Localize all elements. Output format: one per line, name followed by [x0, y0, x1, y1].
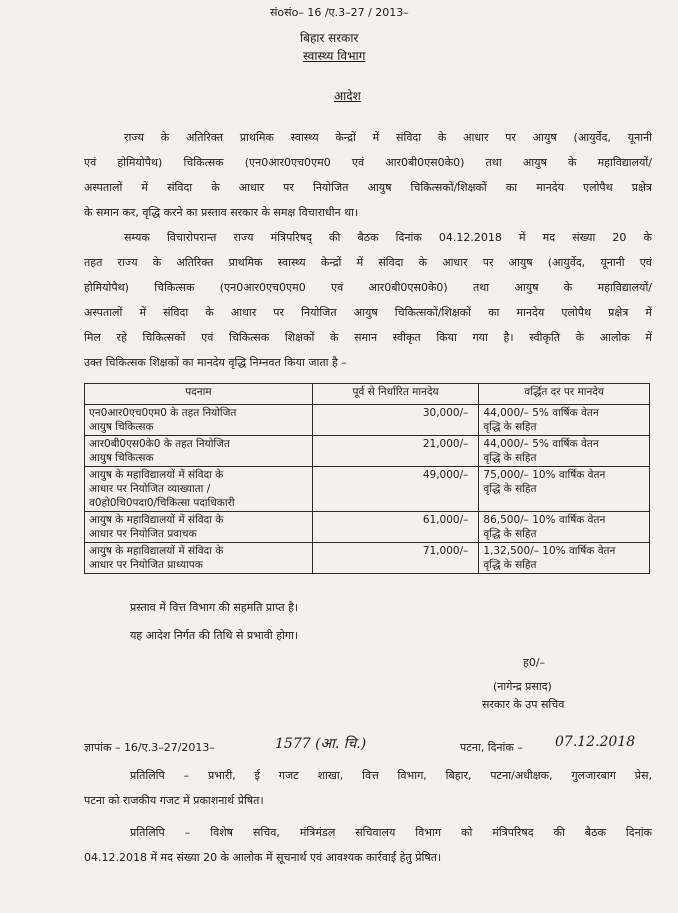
honorarium-table — [84, 383, 650, 574]
cell-line: वृद्धि के सहित — [483, 559, 537, 571]
cell-line: 1,32,500/– 10% वार्षिक वेतन — [483, 545, 616, 557]
cell-line: व0हो0चि0पदा0/चिकित्सा पदाधिकारी — [89, 497, 235, 509]
place-date-label: पटना, दिनांक – — [460, 741, 523, 754]
cell-line: वृद्धि के सहित — [483, 483, 537, 495]
cell-line: आयुष चिकित्सक — [89, 421, 154, 433]
finance-consent-line: प्रस्ताव में वित्त विभाग की सहमति प्राप्त है। — [130, 601, 299, 614]
paragraph-proposal — [84, 125, 652, 225]
header-designation: पदनाम — [85, 384, 313, 405]
paragraph-line: के समान कर, वृद्धि करने का प्रस्ताव सरकार के समक्ष विचाराधीन था। — [84, 206, 359, 219]
government-name: बिहार सरकार — [300, 31, 359, 45]
previous-cell: 61,000/– — [312, 512, 479, 543]
copy-gazette — [84, 763, 652, 813]
cell-line: 44,000/– 5% वार्षिक वेतन — [483, 438, 599, 450]
paragraph-line: अस्पतालों में संविदा के आधार पर नियोजित आयुष चिकित्सकों/शिक्षकों का मानदेय एलोपैथ प्रक्षेत्र — [84, 181, 652, 194]
handwritten-date: 07.12.2018 — [555, 734, 636, 750]
revised-cell — [479, 512, 650, 543]
previous-cell: 30,000/– — [312, 405, 479, 436]
signed-mark: ह0/– — [523, 656, 546, 669]
effective-date-line: यह आदेश निर्गत की तिथि से प्रभावी होगा। — [130, 629, 299, 642]
paragraph-line: मिल रहे चिकित्सकों एवं चिकित्सक शिक्षकों के समान स्वीकृत किया गया है। स्वीकृति के आलोक में — [84, 331, 652, 344]
copy-cabinet — [84, 820, 652, 870]
memo-reference: ज्ञापांक – 16/ए.3–27/2013– — [84, 741, 215, 754]
designation-cell — [85, 467, 313, 512]
cell-line: वृद्धि के सहित — [483, 421, 537, 433]
paragraph-line: तहत राज्य के अतिरिक्त प्राथमिक स्वास्थ्य केन्द्रों में संविदा के आधार पर आयुष (आयुर्वेद, यूनानी एवं — [84, 256, 652, 269]
cell-line: एन0आर0एच0एम0 के तहत नियोजित — [89, 407, 237, 419]
paragraph-line: उक्त चिकित्सक शिक्षकों का मानदेय वृद्धि निम्नवत किया जाता है – — [84, 356, 347, 369]
paragraph-line: सम्यक विचारोपरान्त राज्य मंत्रिपरिषद् की बैठक दिनांक 04.12.2018 में मद संख्या 20 के — [124, 231, 652, 244]
cell-line: आयुष चिकित्सक — [89, 452, 154, 464]
designation-cell — [85, 405, 313, 436]
department-name: स्वास्थ्य विभाग — [303, 49, 366, 63]
cell-line: आयुष के महाविद्यालयों में संविदा के — [89, 469, 224, 481]
revised-cell — [479, 436, 650, 467]
copy-line: प्रतिलिपि – विशेष सचिव, मंत्रिमंडल सचिवालय विभाग को मंत्रिपरिषद की बैठक दिनांक — [130, 826, 652, 839]
table-row — [85, 543, 650, 574]
cell-line: आधार पर नियोजित व्याख्याता / — [89, 483, 211, 495]
cell-line: वृद्धि के सहित — [483, 452, 537, 464]
paragraph-line: एवं होमियोपैथ) चिकित्सक (एन0आर0एच0एम0 एवं आर0बी0एस0के0) तथा आयुष के महाविद्यालयों/ — [84, 156, 652, 169]
paragraph-decision — [84, 225, 652, 375]
copy-line: 04.12.2018 में मद संख्या 20 के आलोक में सूचनार्थ एवं आवश्यक कार्रवाई हेतु प्रेषित। — [84, 851, 442, 864]
table-row — [85, 405, 650, 436]
cell-line: वृद्धि के सहित — [483, 528, 537, 540]
handwritten-dispatch-number: 1577 (आ. चि.) — [275, 736, 367, 752]
revised-cell — [479, 467, 650, 512]
previous-cell: 49,000/– — [312, 467, 479, 512]
designation-cell — [85, 543, 313, 574]
cell-line: आधार पर नियोजित प्राध्यापक — [89, 559, 203, 571]
cell-line: आयुष के महाविद्यालयों में संविदा के — [89, 545, 224, 557]
header-revised-honorarium: वर्द्धित दर पर मानदेय — [479, 384, 650, 405]
copy-line: पटना को राजकीय गजट में प्रकाशनार्थ प्रेषित। — [84, 794, 264, 807]
revised-cell — [479, 543, 650, 574]
cell-line: आयुष के महाविद्यालयों में संविदा के — [89, 514, 224, 526]
revised-cell — [479, 405, 650, 436]
cell-line: 44,000/– 5% वार्षिक वेतन — [483, 407, 599, 419]
paragraph-line: होमियोपैथ) चिकित्सक (एन0आर0एच0एम0 एवं आर0बी0एस0के0) तथा आयुष के महाविद्यालयों/ — [84, 281, 652, 294]
signatory-name: (नागेन्द्र प्रसाद) — [493, 680, 552, 693]
paragraph-line: राज्य के अतिरिक्त प्राथमिक स्वास्थ्य केन्द्रों में संविदा के आधार पर आयुष (आयुर्वेद, यूनानी — [124, 131, 652, 144]
previous-cell: 71,000/– — [312, 543, 479, 574]
copy-line: प्रतिलिपि – प्रभारी, ई गजट शाखा, वित्त विभाग, बिहार, पटना/अधीक्षक, गुलजारबाग प्रेस, — [130, 769, 652, 782]
cell-line: आधार पर नियोजित प्रवाचक — [89, 528, 197, 540]
cell-line: 86,500/– 10% वार्षिक वेतन — [483, 514, 606, 526]
order-title: आदेश — [334, 89, 361, 103]
table-row — [85, 512, 650, 543]
signatory-designation: सरकार के उप सचिव — [482, 698, 565, 711]
previous-cell: 21,000/– — [312, 436, 479, 467]
table-row — [85, 467, 650, 512]
designation-cell — [85, 436, 313, 467]
designation-cell — [85, 512, 313, 543]
cell-line: 75,000/– 10% वार्षिक वेतन — [483, 469, 606, 481]
table-row — [85, 436, 650, 467]
cell-line: आर0बी0एस0के0 के तहत नियोजित — [89, 438, 230, 450]
table-header-row — [85, 384, 650, 405]
header-previous-honorarium: पूर्व से निर्धारित मानदेय — [312, 384, 479, 405]
paragraph-line: अस्पतालों में संविदा के आधार पर नियोजित आयुष चिकित्सकों/शिक्षकों का मानदेय एलोपैथ प्रक्षेत्र में — [84, 306, 652, 319]
memo-number: संoसंo– 16 /ए.3–27 / 2013– — [270, 6, 409, 19]
